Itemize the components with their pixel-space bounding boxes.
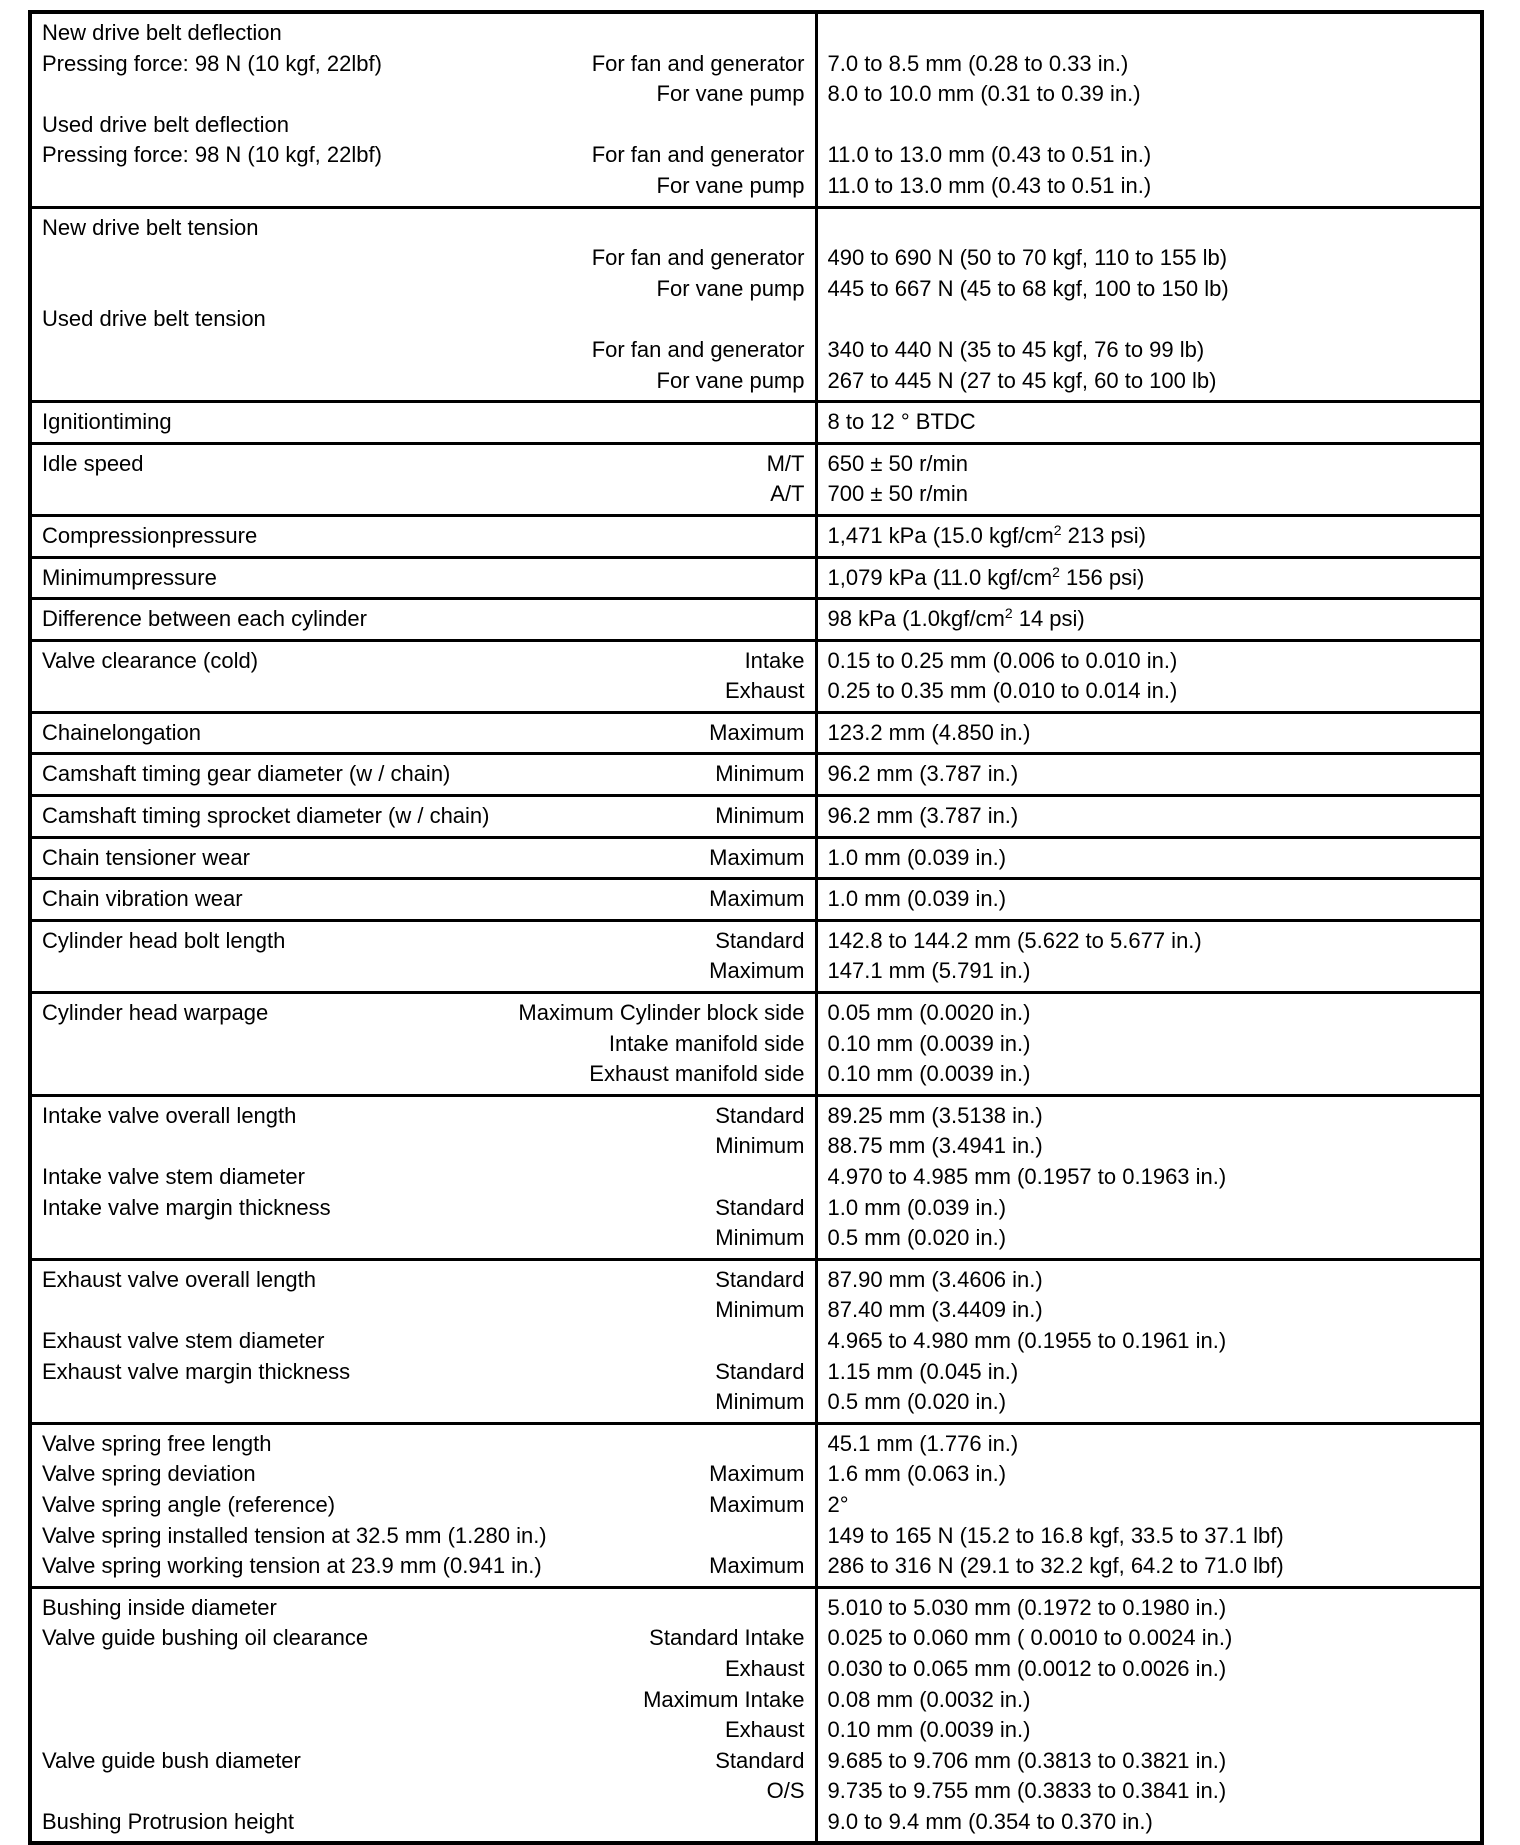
spec-value-line <box>828 1429 1471 1460</box>
spec-label-cell <box>30 796 816 838</box>
spec-value: 1.0 mm (0.039 in.) <box>827 844 1007 870</box>
spec-section <box>30 557 1482 599</box>
spec-label-cell <box>30 557 816 599</box>
spec-line <box>42 1623 805 1654</box>
spec-value-line <box>828 1593 1471 1624</box>
spec-label: Chain vibration wear <box>42 886 243 912</box>
spec-value-line <box>828 1551 1471 1582</box>
spec-value: 0.05 mm (0.0020 in.) <box>827 1000 1031 1026</box>
spec-qualifier: A/T <box>770 481 805 507</box>
spec-value: 0.025 to 0.060 mm ( 0.0010 to 0.0024 in.) <box>827 1625 1233 1651</box>
spec-section <box>30 12 1482 207</box>
spec-line <box>42 407 805 438</box>
spec-qualifier: O/S <box>766 1778 805 1804</box>
spec-qualifier: Exhaust manifold side <box>589 1061 805 1087</box>
spec-value-cell <box>816 879 1482 921</box>
spec-value: 0.030 to 0.065 mm (0.0012 to 0.0026 in.) <box>827 1655 1227 1681</box>
spec-qualifier: Maximum Intake <box>643 1686 805 1712</box>
spec-qualifier: Minimum <box>715 803 805 829</box>
spec-value-cell <box>816 207 1482 402</box>
spec-value-line <box>828 407 1471 438</box>
spec-label-cell <box>30 837 816 879</box>
spec-line <box>42 956 805 987</box>
spec-value: 9.735 to 9.755 mm (0.3833 to 0.3841 in.) <box>827 1778 1227 1804</box>
spec-label: Exhaust valve stem diameter <box>42 1327 325 1353</box>
spec-label-cell <box>30 879 816 921</box>
spec-line <box>42 1223 805 1254</box>
spec-value-cell <box>816 1423 1482 1587</box>
spec-line <box>42 366 805 397</box>
spec-label: Valve guide bush diameter <box>42 1747 301 1773</box>
spec-value: 0.10 mm (0.0039 in.) <box>827 1717 1031 1743</box>
spec-value-line <box>828 843 1471 874</box>
spec-value: 4.965 to 4.980 mm (0.1955 to 0.1961 in.) <box>827 1327 1227 1353</box>
spec-value-line <box>828 1029 1471 1060</box>
spec-section <box>30 402 1482 444</box>
spec-section <box>30 796 1482 838</box>
spec-section <box>30 1587 1482 1843</box>
spec-value: 5.010 to 5.030 mm (0.1972 to 0.1980 in.) <box>827 1594 1227 1620</box>
spec-value-line <box>828 1295 1471 1326</box>
spec-value: 9.0 to 9.4 mm (0.354 to 0.370 in.) <box>827 1808 1153 1834</box>
spec-label: Camshaft timing sprocket diameter (w / chain) <box>42 803 490 829</box>
spec-section <box>30 879 1482 921</box>
spec-value-line <box>828 998 1471 1029</box>
spec-qualifier: Minimum <box>715 761 805 787</box>
spec-value-line <box>828 1193 1471 1224</box>
spec-label: Cylinder head bolt length <box>42 927 286 953</box>
spec-line <box>42 884 805 915</box>
spec-value-line <box>828 718 1471 749</box>
spec-value-line <box>828 1131 1471 1162</box>
spec-value-line <box>828 1265 1471 1296</box>
spec-qualifier: For fan and generator <box>591 336 805 362</box>
spec-value-line <box>828 1807 1471 1838</box>
spec-value-line <box>828 604 1471 635</box>
spec-label-cell <box>30 754 816 796</box>
spec-line <box>42 1459 805 1490</box>
spec-line <box>42 759 805 790</box>
spec-value: 88.75 mm (3.4941 in.) <box>827 1133 1043 1159</box>
spec-line <box>42 1265 805 1296</box>
spec-label: Intake valve margin thickness <box>42 1194 331 1220</box>
spec-line <box>42 1429 805 1460</box>
specification-table <box>28 10 1484 1845</box>
spec-line <box>42 604 805 635</box>
spec-line <box>42 449 805 480</box>
spec-line <box>42 843 805 874</box>
spec-value-line <box>828 213 1471 244</box>
spec-label: Exhaust valve overall length <box>42 1266 316 1292</box>
spec-value: 0.08 mm (0.0032 in.) <box>827 1686 1031 1712</box>
spec-value-line <box>828 243 1471 274</box>
specification-table-body <box>30 12 1482 1843</box>
spec-label: Valve spring deviation <box>42 1461 256 1487</box>
spec-value: 1.15 mm (0.045 in.) <box>827 1358 1019 1384</box>
spec-value-line <box>828 274 1471 305</box>
spec-value-cell <box>816 515 1482 557</box>
spec-qualifier: Maximum <box>709 844 805 870</box>
spec-line <box>42 1807 805 1838</box>
spec-qualifier: Maximum <box>709 1461 805 1487</box>
spec-value-line <box>828 171 1471 202</box>
spec-label: Cylinder head warpage <box>42 1000 269 1026</box>
spec-value-line <box>828 1685 1471 1716</box>
spec-line <box>42 18 805 49</box>
spec-value: 7.0 to 8.5 mm (0.28 to 0.33 in.) <box>827 50 1129 76</box>
spec-qualifier: Standard <box>715 1266 805 1292</box>
spec-label: Pressing force: 98 N (10 kgf, 22lbf) <box>42 50 382 76</box>
spec-value: 1,471 kPa (15.0 kgf/cm <box>827 522 1054 548</box>
spec-qualifier: For fan and generator <box>591 245 805 271</box>
spec-label: Bushing inside diameter <box>42 1594 277 1620</box>
spec-qualifier: Minimum <box>715 1133 805 1159</box>
spec-label: Idle speed <box>42 450 144 476</box>
spec-label-cell <box>30 1095 816 1259</box>
spec-value-line <box>828 49 1471 80</box>
spec-line <box>42 1029 805 1060</box>
spec-value-line <box>828 366 1471 397</box>
spec-value-line <box>828 563 1471 594</box>
spec-qualifier: For vane pump <box>656 367 805 393</box>
spec-line <box>42 213 805 244</box>
spec-line <box>42 140 805 171</box>
spec-value-cell <box>816 1095 1482 1259</box>
spec-value-cell <box>816 1587 1482 1843</box>
spec-value: 700 ± 50 r/min <box>827 481 968 507</box>
spec-section <box>30 1423 1482 1587</box>
spec-qualifier: Minimum <box>715 1225 805 1251</box>
spec-label: Used drive belt tension <box>42 306 266 332</box>
spec-value: 286 to 316 N (29.1 to 32.2 kgf, 64.2 to 71.0 lbf) <box>827 1553 1284 1579</box>
spec-value: 87.90 mm (3.4606 in.) <box>827 1266 1043 1292</box>
spec-value: 147.1 mm (5.791 in.) <box>827 958 1031 984</box>
spec-label: Valve spring working tension at 23.9 mm (0.941 in.) <box>42 1553 542 1579</box>
spec-line <box>42 718 805 749</box>
spec-qualifier: Standard <box>715 927 805 953</box>
spec-line <box>42 304 805 335</box>
spec-label: Used drive belt deflection <box>42 111 290 137</box>
spec-qualifier: Maximum <box>709 886 805 912</box>
spec-value: 445 to 667 N (45 to 68 kgf, 100 to 150 lb) <box>827 275 1229 301</box>
spec-label: Chainelongation <box>42 719 202 745</box>
spec-value-cell <box>816 640 1482 712</box>
spec-section <box>30 640 1482 712</box>
spec-value-line <box>828 759 1471 790</box>
spec-value: 149 to 165 N (15.2 to 16.8 kgf, 33.5 to 37.1 lbf) <box>827 1522 1284 1548</box>
spec-line <box>42 274 805 305</box>
spec-line <box>42 49 805 80</box>
spec-value-line <box>828 1521 1471 1552</box>
spec-value-superscript: 2 <box>1053 521 1062 538</box>
spec-value: 4.970 to 4.985 mm (0.1957 to 0.1963 in.) <box>827 1164 1227 1189</box>
spec-qualifier: Standard <box>715 1747 805 1773</box>
spec-label: Intake valve stem diameter <box>42 1164 305 1189</box>
spec-value: 1.6 mm (0.063 in.) <box>827 1461 1007 1487</box>
spec-value: 490 to 690 N (50 to 70 kgf, 110 to 155 lb) <box>827 245 1228 271</box>
spec-value-line <box>828 140 1471 171</box>
spec-value-line <box>828 110 1471 141</box>
spec-qualifier: Maximum <box>709 1491 805 1517</box>
spec-qualifier: Maximum <box>709 1553 805 1579</box>
spec-value-tail: 14 psi) <box>1012 606 1085 632</box>
spec-label: New drive belt deflection <box>42 20 282 45</box>
spec-value-line <box>828 521 1471 552</box>
spec-qualifier: Exhaust <box>725 1717 805 1743</box>
spec-line <box>42 1387 805 1418</box>
spec-value: 0.10 mm (0.0039 in.) <box>827 1061 1031 1087</box>
spec-qualifier: Standard <box>715 1358 805 1384</box>
spec-label: Chain tensioner wear <box>42 844 250 870</box>
spec-section <box>30 1095 1482 1259</box>
spec-label-cell <box>30 712 816 754</box>
spec-label: Valve clearance (cold) <box>42 647 259 673</box>
spec-value-line <box>828 449 1471 480</box>
spec-label-cell <box>30 1423 816 1587</box>
spec-value-line <box>828 1746 1471 1777</box>
spec-value-line <box>828 79 1471 110</box>
spec-value-line <box>828 884 1471 915</box>
spec-value: 1.0 mm (0.039 in.) <box>827 886 1007 912</box>
spec-qualifier: Exhaust <box>725 678 805 704</box>
spec-qualifier: Minimum <box>715 1297 805 1323</box>
spec-value: 96.2 mm (3.787 in.) <box>827 761 1019 787</box>
spec-label: Valve spring installed tension at 32.5 mm (1.280 in.) <box>42 1522 547 1548</box>
spec-qualifier: Intake <box>744 647 805 673</box>
spec-line <box>42 1131 805 1162</box>
spec-value: 2° <box>827 1491 849 1517</box>
spec-line <box>42 1551 805 1582</box>
spec-label: Intake valve overall length <box>42 1102 297 1128</box>
spec-section <box>30 712 1482 754</box>
spec-value-line <box>828 956 1471 987</box>
spec-value-cell <box>816 1259 1482 1423</box>
spec-value-line <box>828 479 1471 510</box>
spec-line <box>42 171 805 202</box>
spec-value-cell <box>816 796 1482 838</box>
spec-label: Minimumpressure <box>42 564 217 590</box>
spec-line <box>42 479 805 510</box>
spec-value: 142.8 to 144.2 mm (5.622 to 5.677 in.) <box>827 927 1202 953</box>
spec-label-cell <box>30 12 816 207</box>
spec-qualifier: Maximum <box>709 958 805 984</box>
spec-value: 8 to 12 ° BTDC <box>827 409 976 435</box>
spec-value-line <box>828 304 1471 335</box>
spec-value: 0.5 mm (0.020 in.) <box>827 1225 1007 1251</box>
spec-value-line <box>828 926 1471 957</box>
spec-section <box>30 207 1482 402</box>
spec-line <box>42 1715 805 1746</box>
spec-section <box>30 993 1482 1096</box>
spec-value: 98 kPa (1.0kgf/cm <box>827 606 1005 632</box>
spec-qualifier: Maximum Cylinder block side <box>518 1000 805 1026</box>
spec-line <box>42 335 805 366</box>
spec-section <box>30 1259 1482 1423</box>
spec-qualifier: For vane pump <box>656 81 805 107</box>
spec-label-cell <box>30 599 816 641</box>
spec-value-cell <box>816 920 1482 992</box>
spec-value-line <box>828 1654 1471 1685</box>
spec-label-cell <box>30 920 816 992</box>
spec-line <box>42 676 805 707</box>
spec-label: Camshaft timing gear diameter (w / chain) <box>42 761 451 787</box>
spec-section <box>30 515 1482 557</box>
spec-qualifier: For fan and generator <box>591 142 805 168</box>
spec-label: Difference between each cylinder <box>42 606 367 632</box>
spec-label-cell <box>30 207 816 402</box>
spec-value-line <box>828 676 1471 707</box>
spec-label-cell <box>30 515 816 557</box>
spec-label-cell <box>30 1259 816 1423</box>
spec-section <box>30 443 1482 515</box>
spec-line <box>42 801 805 832</box>
spec-qualifier: Maximum <box>709 719 805 745</box>
spec-label: Ignitiontiming <box>42 409 172 435</box>
spec-label-cell <box>30 1587 816 1843</box>
spec-line <box>42 1685 805 1716</box>
spec-value: 87.40 mm (3.4409 in.) <box>827 1297 1043 1323</box>
spec-qualifier: Standard Intake <box>649 1625 805 1651</box>
spec-value-superscript: 2 <box>1004 605 1013 622</box>
spec-label-cell <box>30 443 816 515</box>
spec-line <box>42 110 805 141</box>
spec-line <box>42 1490 805 1521</box>
spec-sheet <box>28 10 1480 1845</box>
spec-value-cell <box>816 599 1482 641</box>
spec-value-line <box>828 801 1471 832</box>
spec-value-cell <box>816 557 1482 599</box>
spec-value: 45.1 mm (1.776 in.) <box>827 1430 1019 1456</box>
spec-section <box>30 920 1482 992</box>
spec-label-cell <box>30 402 816 444</box>
spec-value-line <box>828 1623 1471 1654</box>
spec-value-cell <box>816 712 1482 754</box>
spec-line <box>42 1101 805 1132</box>
spec-value-cell <box>816 402 1482 444</box>
spec-label: Exhaust valve margin thickness <box>42 1358 351 1384</box>
spec-value: 8.0 to 10.0 mm (0.31 to 0.39 in.) <box>827 81 1141 107</box>
spec-value-line <box>828 1459 1471 1490</box>
spec-line <box>42 563 805 594</box>
spec-label-cell <box>30 993 816 1096</box>
spec-value-line <box>828 1326 1471 1357</box>
spec-value-line <box>828 1162 1471 1193</box>
spec-qualifier: For vane pump <box>656 275 805 301</box>
spec-value: 123.2 mm (4.850 in.) <box>827 719 1031 745</box>
spec-value-line <box>828 1490 1471 1521</box>
spec-value: 1,079 kPa (11.0 kgf/cm <box>827 564 1053 590</box>
spec-value-line <box>828 335 1471 366</box>
spec-value-tail: 213 psi) <box>1061 522 1146 548</box>
spec-value: 0.25 to 0.35 mm (0.010 to 0.014 in.) <box>827 678 1178 704</box>
spec-label: Valve spring free length <box>42 1430 272 1456</box>
spec-section <box>30 754 1482 796</box>
spec-value-line <box>828 646 1471 677</box>
spec-line <box>42 1162 805 1193</box>
spec-label: Compressionpressure <box>42 522 258 548</box>
spec-value-cell <box>816 443 1482 515</box>
spec-value-line <box>828 1776 1471 1807</box>
spec-line <box>42 243 805 274</box>
spec-label: Valve guide bushing oil clearance <box>42 1625 369 1651</box>
spec-line <box>42 1326 805 1357</box>
spec-line <box>42 1193 805 1224</box>
spec-line <box>42 926 805 957</box>
spec-value-line <box>828 18 1471 49</box>
spec-line <box>42 1593 805 1624</box>
spec-qualifier: Intake manifold side <box>608 1030 805 1056</box>
spec-qualifier: Exhaust <box>725 1655 805 1681</box>
spec-value-cell <box>816 993 1482 1096</box>
spec-label-cell <box>30 640 816 712</box>
spec-value: 267 to 445 N (27 to 45 kgf, 60 to 100 lb) <box>827 367 1217 393</box>
spec-value-tail: 156 psi) <box>1059 564 1145 590</box>
spec-value-cell <box>816 12 1482 207</box>
spec-line <box>42 998 805 1029</box>
spec-value: 340 to 440 N (35 to 45 kgf, 76 to 99 lb) <box>827 336 1205 362</box>
spec-label: Valve spring angle (reference) <box>42 1491 336 1517</box>
spec-value: 0.5 mm (0.020 in.) <box>827 1389 1007 1415</box>
spec-line <box>42 521 805 552</box>
spec-value-line <box>828 1357 1471 1388</box>
spec-value-line <box>828 1715 1471 1746</box>
spec-value: 11.0 to 13.0 mm (0.43 to 0.51 in.) <box>827 172 1152 198</box>
spec-value: 9.685 to 9.706 mm (0.3813 to 0.3821 in.) <box>827 1747 1227 1773</box>
spec-line <box>42 1521 805 1552</box>
spec-qualifier: Standard <box>715 1102 805 1128</box>
spec-value: 96.2 mm (3.787 in.) <box>827 803 1019 829</box>
spec-value-line <box>828 1059 1471 1090</box>
spec-qualifier: For vane pump <box>656 172 805 198</box>
spec-qualifier: M/T <box>766 450 805 476</box>
spec-line <box>42 646 805 677</box>
spec-qualifier: Minimum <box>715 1389 805 1415</box>
spec-line <box>42 1776 805 1807</box>
spec-value: 89.25 mm (3.5138 in.) <box>827 1102 1043 1128</box>
spec-value: 0.15 to 0.25 mm (0.006 to 0.010 in.) <box>827 647 1178 673</box>
spec-line <box>42 1357 805 1388</box>
spec-section <box>30 837 1482 879</box>
spec-value-cell <box>816 754 1482 796</box>
spec-value-superscript: 2 <box>1052 563 1060 580</box>
spec-qualifier: For fan and generator <box>591 50 805 76</box>
spec-line <box>42 79 805 110</box>
spec-label: Pressing force: 98 N (10 kgf, 22lbf) <box>42 142 382 168</box>
spec-line <box>42 1654 805 1685</box>
spec-line <box>42 1746 805 1777</box>
spec-qualifier: Standard <box>715 1194 805 1220</box>
spec-value-line <box>828 1101 1471 1132</box>
spec-value: 650 ± 50 r/min <box>827 450 968 476</box>
spec-section <box>30 599 1482 641</box>
spec-value: 0.10 mm (0.0039 in.) <box>827 1030 1031 1056</box>
spec-value: 11.0 to 13.0 mm (0.43 to 0.51 in.) <box>827 142 1152 168</box>
spec-line <box>42 1059 805 1090</box>
spec-value-cell <box>816 837 1482 879</box>
spec-value-line <box>828 1223 1471 1254</box>
spec-line <box>42 1295 805 1326</box>
spec-label: New drive belt tension <box>42 214 259 240</box>
spec-label: Bushing Protrusion height <box>42 1808 294 1834</box>
spec-value: 1.0 mm (0.039 in.) <box>827 1194 1007 1220</box>
spec-value-line <box>828 1387 1471 1418</box>
